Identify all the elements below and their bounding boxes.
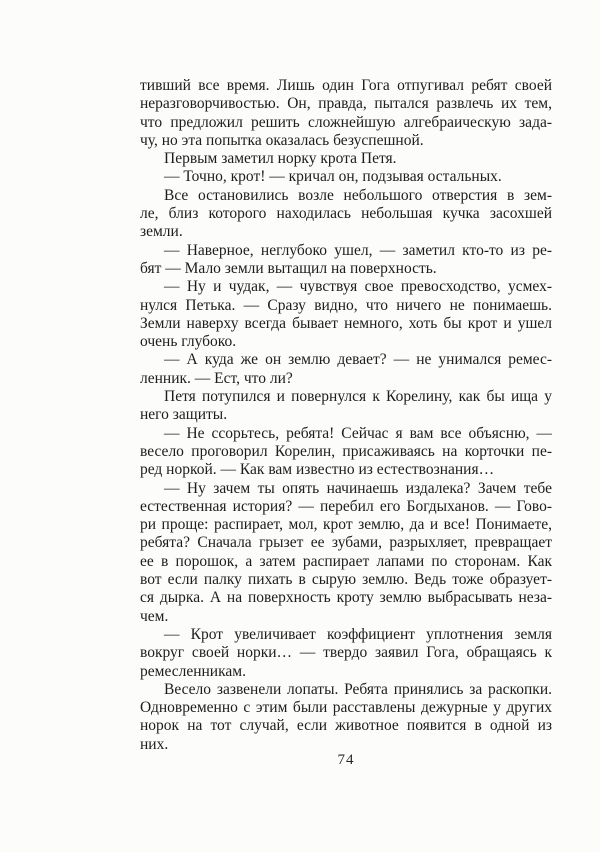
text-line: бят — Мало земли вытащил на поверхность.	[140, 259, 437, 277]
text-line: норок на тот случай, если животное появится в одной из	[140, 717, 552, 735]
text-line: — Точно, крот! — кричал он, подзывая остальных.	[164, 168, 502, 186]
text-line: Одновременно с этим были расставлены дежурные у других	[140, 699, 552, 717]
page-number: 74	[337, 752, 355, 768]
text-line: нулся Петька. — Сразу видно, что ничего не понимаешь.	[140, 296, 552, 314]
text-line: ее в порошок, а затем распирает лапами по сторонам. Как	[140, 552, 552, 570]
text-line: естественная история? — перебил его Богдыханов. — Гово-	[140, 497, 552, 515]
text-line: весело проговорил Корелин, присаживаясь на корточки пе-	[140, 442, 552, 460]
text-line: — Ну зачем ты опять начинаешь издалека? Зачем тебе	[164, 479, 552, 497]
text-line: Весело зазвенели лопаты. Ребята принялись за раскопки.	[164, 680, 552, 698]
text-line: тивший все время. Лишь один Гога отпугивал ребят своей	[140, 77, 552, 94]
text-line: вокруг своей норки… — твердо заявил Гога, обращаясь к	[140, 644, 552, 662]
text-block	[140, 77, 552, 754]
text-line: — Крот увеличивает коэффициент уплотнения земля	[164, 625, 552, 643]
text-line: ребята? Сначала грызет ее зубами, разрыхляет, превращает	[140, 534, 552, 552]
text-line: — А куда же он землю девает? — не унимался ремес-	[164, 351, 552, 369]
text-line: чем.	[140, 607, 169, 625]
text-line: ле, близ которого находилась небольшая кучка засохшей	[140, 205, 552, 223]
text-line: очень глубоко.	[140, 333, 237, 351]
text-line: — Ну и чудак, — чувствуя свое превосходство, усмех-	[164, 278, 552, 296]
text-line: — Не ссорьтесь, ребята! Сейчас я вам все объясню, —	[164, 424, 552, 442]
text-line: неразговорчивостью. Он, правда, пытался развлечь их тем,	[140, 95, 552, 113]
text-line: Все остановились возле небольшого отверстия в зем-	[164, 186, 552, 204]
text-line: что предложил решить сложнейшую алгебраическую зада-	[140, 113, 552, 131]
text-line: ленник. — Ест, что ли?	[140, 369, 293, 387]
text-line: вот если палку пихать в сырую землю. Ведь тоже образует-	[140, 571, 552, 589]
text-line: Петя потупился и повернулся к Корелину, как бы ища у	[164, 388, 552, 406]
text-line: него защиты.	[140, 406, 228, 424]
text-line: чу, но эта попытка оказалась безуспешной.	[140, 131, 424, 149]
text-line: ся дырка. А на поверхность кроту землю выбрасывать неза-	[140, 589, 552, 607]
text-line: Первым заметил норку крота Петя.	[164, 150, 397, 168]
text-line: ред норкой. — Как вам известно из естествознания…	[140, 461, 495, 479]
text-line: них.	[140, 735, 169, 753]
text-line: ри проще: распирает, мол, крот землю, да и все! Понимаете,	[140, 516, 552, 534]
text-line: — Наверное, неглубоко ушел, — заметил кто-то из ре-	[164, 241, 552, 259]
text-line: Земли наверху всегда бывает немного, хоть бы крот и ушел	[140, 314, 552, 332]
text-line: земли.	[140, 223, 183, 241]
text-line: ремесленникам.	[140, 662, 246, 680]
